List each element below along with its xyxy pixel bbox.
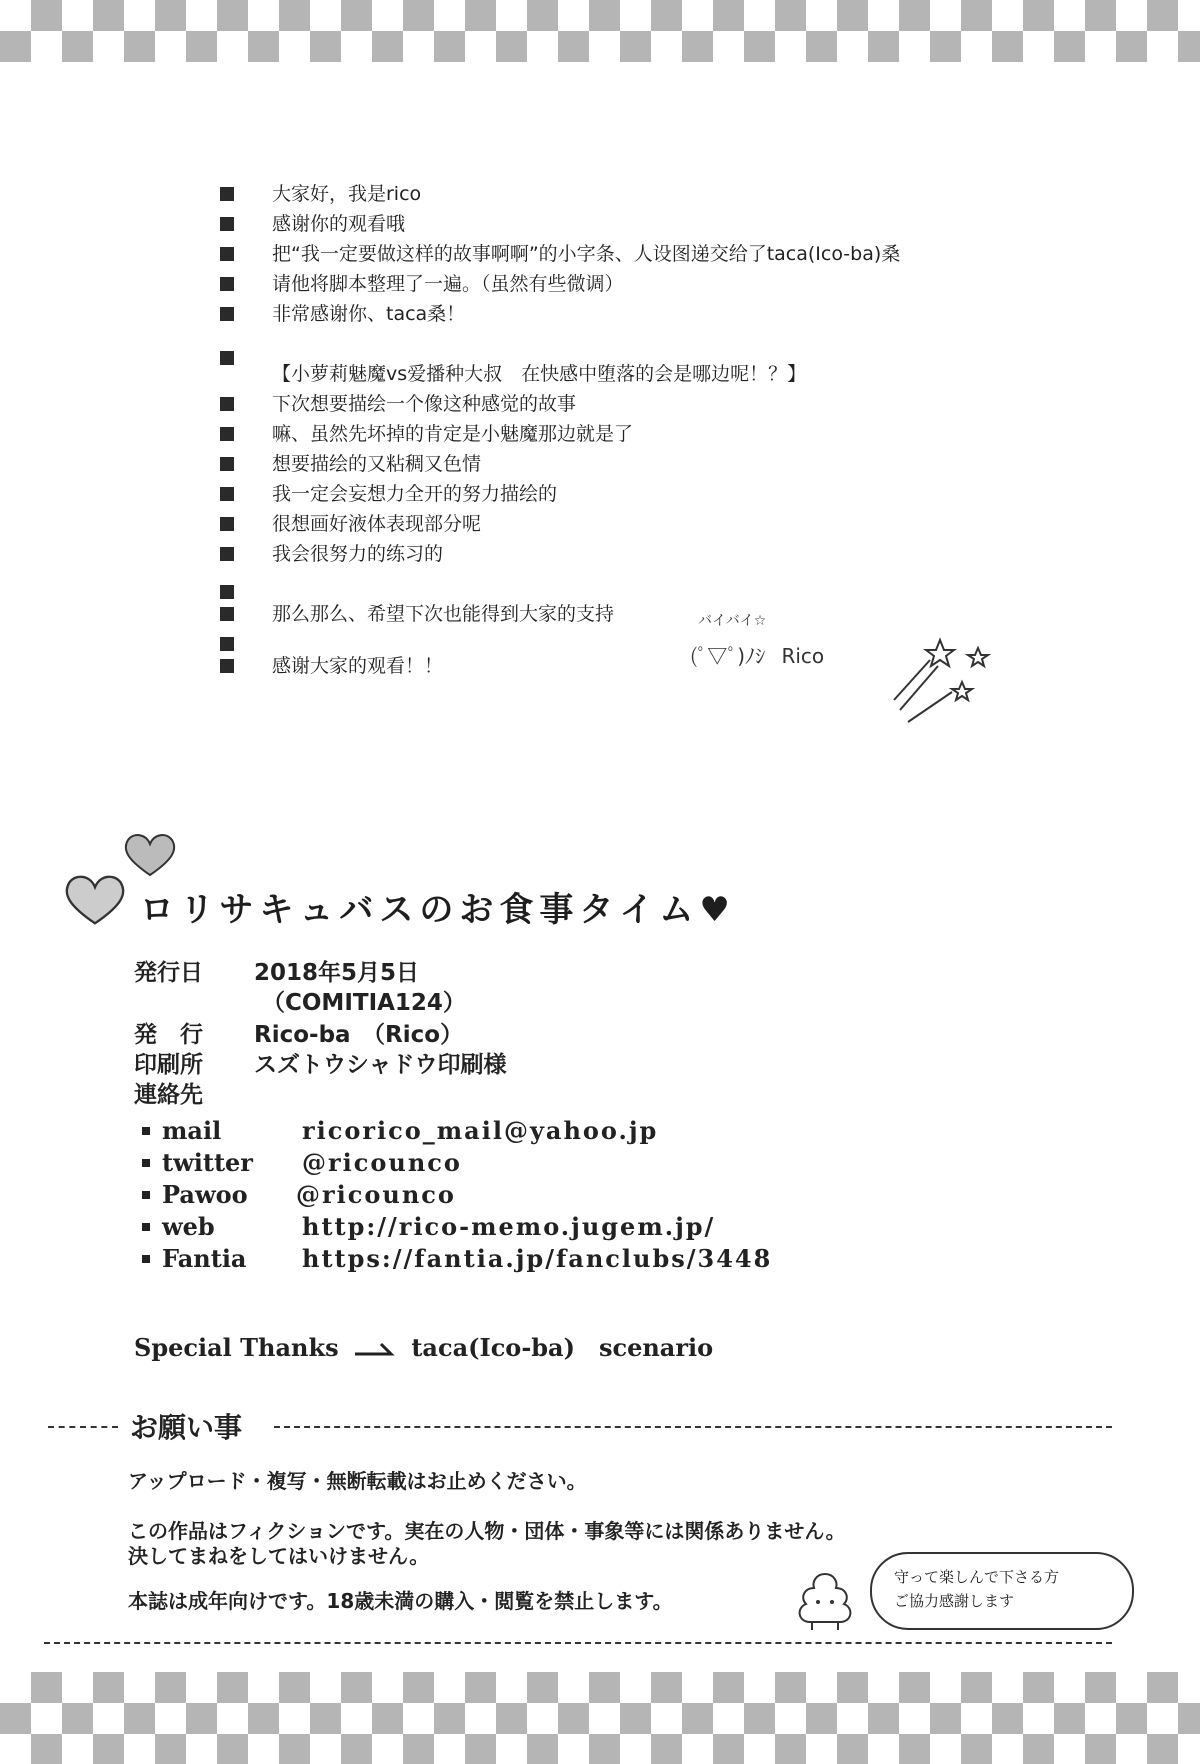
- signature: [690, 613, 825, 669]
- signature-name: Rico: [781, 644, 825, 668]
- notice-line: この作品はフィクションです。実在の人物・団体・事象等には関係ありません。: [128, 1519, 846, 1543]
- bullet-square-icon: [220, 457, 234, 471]
- bullet-icon: [142, 1159, 150, 1167]
- bullet-icon: [142, 1127, 150, 1135]
- bullet-square-icon: [220, 607, 234, 621]
- bullet-square-icon: [220, 517, 234, 531]
- twitter-link[interactable]: @ricounco: [302, 1148, 462, 1177]
- shooting-stars-icon: [890, 630, 1010, 730]
- book-title: ロリサキュバスのお食事タイム♥: [140, 890, 736, 930]
- bullet-square-icon: [220, 277, 234, 291]
- checker-border-bottom: [0, 1672, 1200, 1764]
- bullet-square-icon: [220, 307, 234, 321]
- web-link[interactable]: http://rico-memo.jugem.jp/: [302, 1212, 716, 1241]
- speech-bubble: 守って楽しんで下さる方 ご協力感謝します: [870, 1552, 1134, 1630]
- mascot-icon: [790, 1566, 860, 1636]
- bullet-icon: [142, 1191, 150, 1199]
- notice-line: アップロード・複写・無断転載はお止めください。: [128, 1469, 587, 1493]
- divider: [274, 1426, 1112, 1428]
- bullet-square-icon: [220, 547, 234, 561]
- signature-small: バイバイ☆: [698, 613, 767, 629]
- fantia-link[interactable]: https://fantia.jp/fanclubs/3448: [302, 1244, 773, 1273]
- bullet-square-icon: [220, 427, 234, 441]
- bullet-square-icon: [220, 351, 234, 365]
- notice-header: [48, 1406, 1112, 1446]
- divider: [44, 1642, 1112, 1644]
- special-thanks: Special Thanks taca(Ico-ba) scenario: [134, 1333, 714, 1362]
- divider: [48, 1426, 118, 1428]
- bullet-square-icon: [220, 397, 234, 411]
- arrow-right-icon: [355, 1342, 395, 1356]
- signature-face: (ﾟ▽ﾟ)ﾉｼ: [690, 644, 766, 668]
- notice-line: 本誌は成年向けです。18歳未満の購入・閲覧を禁止します。: [128, 1589, 673, 1613]
- bullet-square-icon: [220, 487, 234, 501]
- bullet-icon: [142, 1223, 150, 1231]
- bullet-square-icon: [220, 247, 234, 261]
- bullet-icon: [142, 1255, 150, 1263]
- checker-border-top: [0, 0, 1200, 62]
- bullet-square-icon: [220, 659, 234, 673]
- mail-link[interactable]: ricorico_mail@yahoo.jp: [302, 1116, 659, 1145]
- bullet-square-icon: [220, 187, 234, 201]
- bullet-square-icon: [220, 217, 234, 231]
- book-title-area: [60, 830, 860, 940]
- bullet-square-icon: [220, 637, 234, 651]
- bullet-square-icon: [220, 585, 234, 599]
- notice-line: 決してまねをしてはいけません。: [128, 1544, 430, 1568]
- pawoo-link[interactable]: @ricounco: [296, 1180, 456, 1209]
- heart-icon: [60, 870, 130, 930]
- notice-title: お願い事: [130, 1411, 243, 1444]
